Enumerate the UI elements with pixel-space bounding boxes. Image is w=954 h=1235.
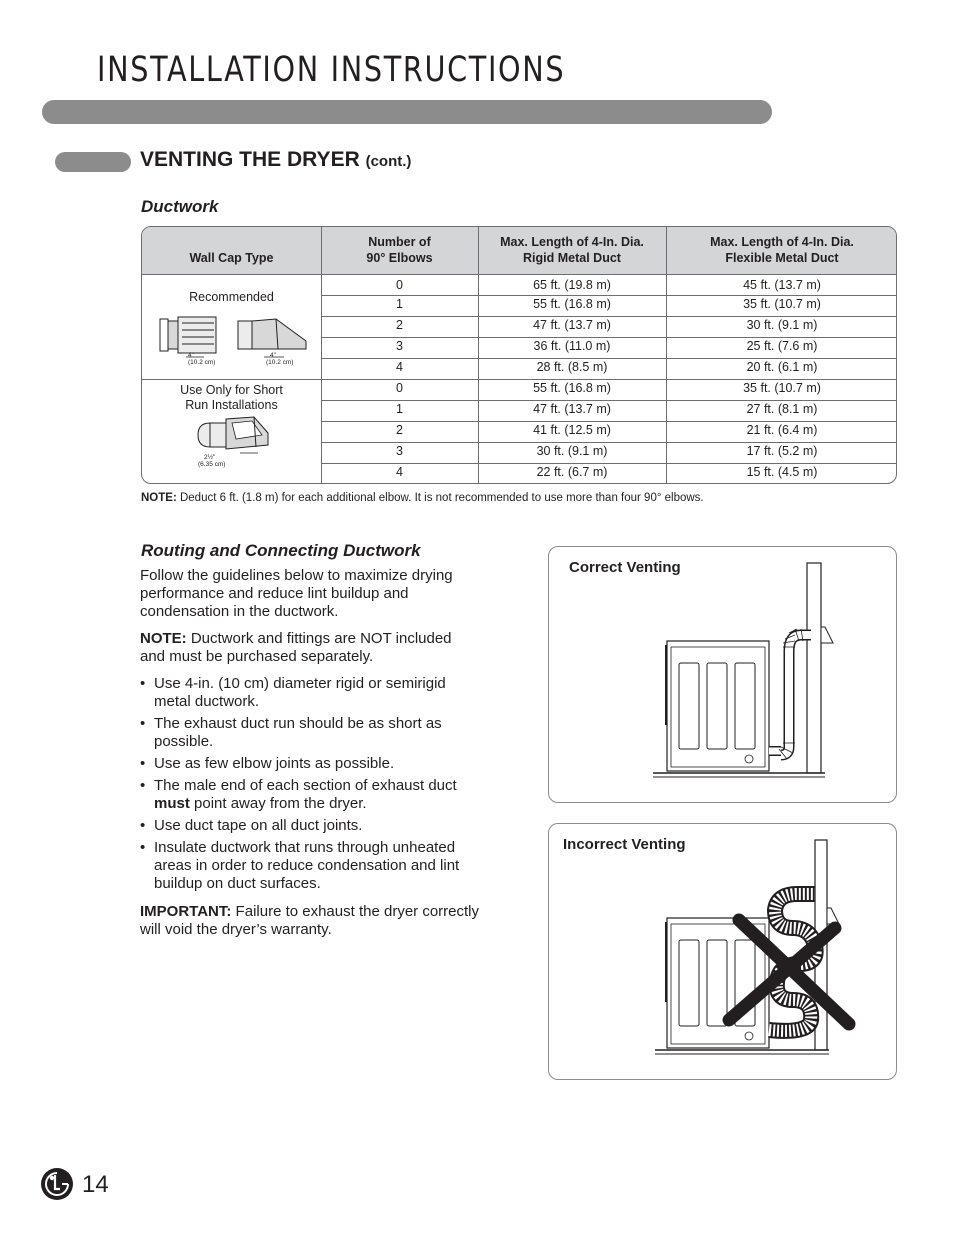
table-cell-rigid: 55 ft. (16.8 m) <box>533 381 611 395</box>
section-title-text: VENTING THE DRYER <box>140 148 360 171</box>
list-item: • The exhaust duct run should be as short as possible. <box>140 715 480 751</box>
table-cell-flex: 30 ft. (9.1 m) <box>746 318 818 332</box>
lg-logo-icon <box>40 1167 74 1201</box>
table-cell-flex: 35 ft. (10.7 m) <box>743 297 821 311</box>
bullet-must-bold: must <box>154 795 190 812</box>
table-cell-rigid: 65 ft. (19.8 m) <box>533 278 611 292</box>
table-cell-elbows: 1 <box>396 297 403 311</box>
section-title-cont: (cont.) <box>365 153 412 170</box>
incorrect-venting-label: Incorrect Venting <box>563 836 686 853</box>
dim-label: (10.2 cm) <box>266 359 294 366</box>
table-cell-flex: 21 ft. (6.4 m) <box>746 423 818 437</box>
row-divider <box>321 358 896 359</box>
incorrect-venting-box <box>548 823 897 1080</box>
table-cell-elbows: 4 <box>396 360 403 374</box>
table-cell-flex: 35 ft. (10.7 m) <box>743 381 821 395</box>
ductwork-heading: Ductwork <box>141 197 219 216</box>
table-cell-flex: 27 ft. (8.1 m) <box>746 402 818 416</box>
important-label: IMPORTANT: <box>140 903 232 920</box>
table-cell-elbows: 3 <box>396 444 403 458</box>
list-item: • Use as few elbow joints as possible. <box>140 755 480 773</box>
note-text: Deduct 6 ft. (1.8 m) for each additional elbow. It is not recommended to use more than four 90° elbows. <box>176 492 704 504</box>
routing-body <box>140 567 480 939</box>
routing-note-label: NOTE: <box>140 630 187 647</box>
routing-note-text: Ductwork and fittings are NOT included and must be purchased separately. <box>140 630 452 665</box>
list-item: • Use duct tape on all duct joints. <box>140 817 480 835</box>
routing-bullets <box>140 675 480 893</box>
table-cell-rigid: 55 ft. (16.8 m) <box>533 297 611 311</box>
dim-label: 4" <box>188 352 194 359</box>
column-header-elbows: Number of 90° Elbows <box>366 235 433 265</box>
table-cell-flex: 15 ft. (4.5 m) <box>746 465 818 479</box>
group-label-recommended: Recommended <box>189 290 274 304</box>
header-divider <box>142 274 896 275</box>
correct-venting-box <box>548 546 897 803</box>
table-note <box>141 492 704 504</box>
row-divider <box>321 400 896 401</box>
routing-important <box>140 903 480 939</box>
row-divider <box>321 337 896 338</box>
table-cell-rigid: 28 ft. (8.5 m) <box>536 360 608 374</box>
column-header-flexible: Max. Length of 4-In. Dia. Flexible Metal Duct <box>710 235 854 265</box>
bullet-must-post: point away from the dryer. <box>189 795 367 812</box>
page-title: INSTALLATION INSTRUCTIONS <box>97 50 566 90</box>
routing-intro: Follow the guidelines below to maximize drying performance and reduce lint buildup and condensation in the ductwork. <box>140 567 453 620</box>
list-item: • Use 4-in. (10 cm) diameter rigid or semirigid metal ductwork. <box>140 675 480 711</box>
correct-venting-diagram <box>549 547 898 804</box>
group-divider <box>142 379 896 380</box>
section-pill <box>55 152 131 172</box>
table-cell-elbows: 4 <box>396 465 403 479</box>
list-item <box>140 777 480 813</box>
correct-venting-label: Correct Venting <box>569 559 681 576</box>
row-divider <box>321 316 896 317</box>
routing-note <box>140 630 480 666</box>
section-title <box>140 148 411 172</box>
header-bar <box>42 100 772 124</box>
table-cell-elbows: 1 <box>396 402 403 416</box>
table-cell-rigid: 47 ft. (13.7 m) <box>533 318 611 332</box>
row-divider <box>321 463 896 464</box>
row-divider <box>321 442 896 443</box>
table-cell-elbows: 2 <box>396 318 403 332</box>
table-cell-elbows: 0 <box>396 381 403 395</box>
table-cell-elbows: 2 <box>396 423 403 437</box>
bullet-must-pre: The male end of each section of exhaust duct <box>154 777 457 794</box>
note-label: NOTE: <box>141 492 177 504</box>
incorrect-venting-diagram <box>549 824 898 1081</box>
ductwork-table <box>141 226 897 484</box>
dim-label: 2½" <box>204 454 216 461</box>
table-cell-flex: 20 ft. (6.1 m) <box>746 360 818 374</box>
row-divider <box>321 295 896 296</box>
table-cell-flex: 45 ft. (13.7 m) <box>743 278 821 292</box>
table-cell-flex: 17 ft. (5.2 m) <box>746 444 818 458</box>
column-header-rigid: Max. Length of 4-In. Dia. Rigid Metal Duct <box>500 235 644 265</box>
table-cell-rigid: 47 ft. (13.7 m) <box>533 402 611 416</box>
row-divider <box>321 421 896 422</box>
table-cell-rigid: 41 ft. (12.5 m) <box>533 423 611 437</box>
table-cell-rigid: 30 ft. (9.1 m) <box>536 444 608 458</box>
table-cell-elbows: 0 <box>396 278 403 292</box>
table-cell-elbows: 3 <box>396 339 403 353</box>
routing-heading: Routing and Connecting Ductwork <box>141 541 421 560</box>
page-number: 14 <box>82 1171 109 1198</box>
dim-label: 4" <box>270 352 276 359</box>
table-cell-flex: 25 ft. (7.6 m) <box>746 339 818 353</box>
dim-label: (10.2 cm) <box>188 359 216 366</box>
list-item: • Insulate ductwork that runs through unheated areas in order to reduce condensation and lint buildup on duct surfaces. <box>140 839 480 893</box>
table-cell-rigid: 36 ft. (11.0 m) <box>533 339 611 353</box>
important-text: Failure to exhaust the dryer correctly will void the dryer’s warranty. <box>140 903 479 938</box>
dim-label: (6.35 cm) <box>198 461 226 468</box>
table-cell-rigid: 22 ft. (6.7 m) <box>536 465 608 479</box>
group-label-short-run: Use Only for Short Run Installations <box>180 383 283 412</box>
column-header-wall-cap: Wall Cap Type <box>189 251 274 265</box>
